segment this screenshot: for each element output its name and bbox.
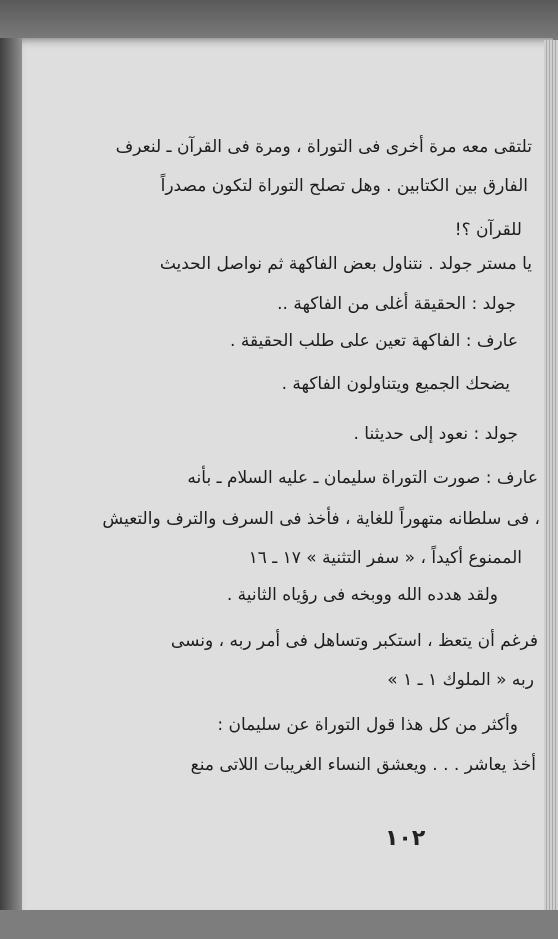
scanner-top-band [0,0,558,42]
text-line-8: جولد : نعود إلى حديثنا . [353,424,518,444]
scanner-bottom-band [0,910,558,939]
page-edges [544,40,558,920]
text-line-16: أخذ يعاشر . . . ويعشق النساء الغريبات اللاتى منع [190,755,536,775]
text-line-12: ولقد هدده الله ووبخه فى رؤياه الثانية . [226,585,498,605]
text-line-14: ربه « الملوك ١ ـ ١ » [387,670,534,690]
text-line-7: يضحك الجميع ويتناولون الفاكهة . [281,374,510,394]
text-line-2: الفارق بين الكتابين . وهل تصلح التوراة لتكون مصدراً [160,176,528,196]
text-line-9: عارف : صورت التوراة سليمان ـ عليه السلام ـ بأنه [187,468,538,488]
text-line-6: عارف : الفاكهة تعين على طلب الحقيقة . [230,331,518,351]
text-line-4: يا مستر جولد . نتناول بعض الفاكهة ثم نواصل الحديث [159,254,532,274]
page-number: ١٠٢ [385,826,426,851]
text-line-15: وأكثر من كل هذا قول التوراة عن سليمان : [217,715,518,735]
text-line-11: الممنوع أكيداً ، « سفر التثنية » ١٧ ـ ١٦ [248,548,522,568]
text-line-13: فرغم أن يتعظ ، استكبر وتساهل فى أمر ربه ، ونسى [170,631,538,651]
text-line-3: للقرآن ؟! [454,220,522,240]
text-line-10: ، فى سلطانه متهوراً للغاية ، فأخذ فى السرف والترف والتعيش [102,509,540,529]
text-line-1: تلتقى معه مرة أخرى فى التوراة ، ومرة فى القرآن ـ لنعرف [115,137,532,157]
text-line-5: جولد : الحقيقة أغلى من الفاكهة .. [277,294,516,314]
book-binding-shadow [0,38,22,918]
